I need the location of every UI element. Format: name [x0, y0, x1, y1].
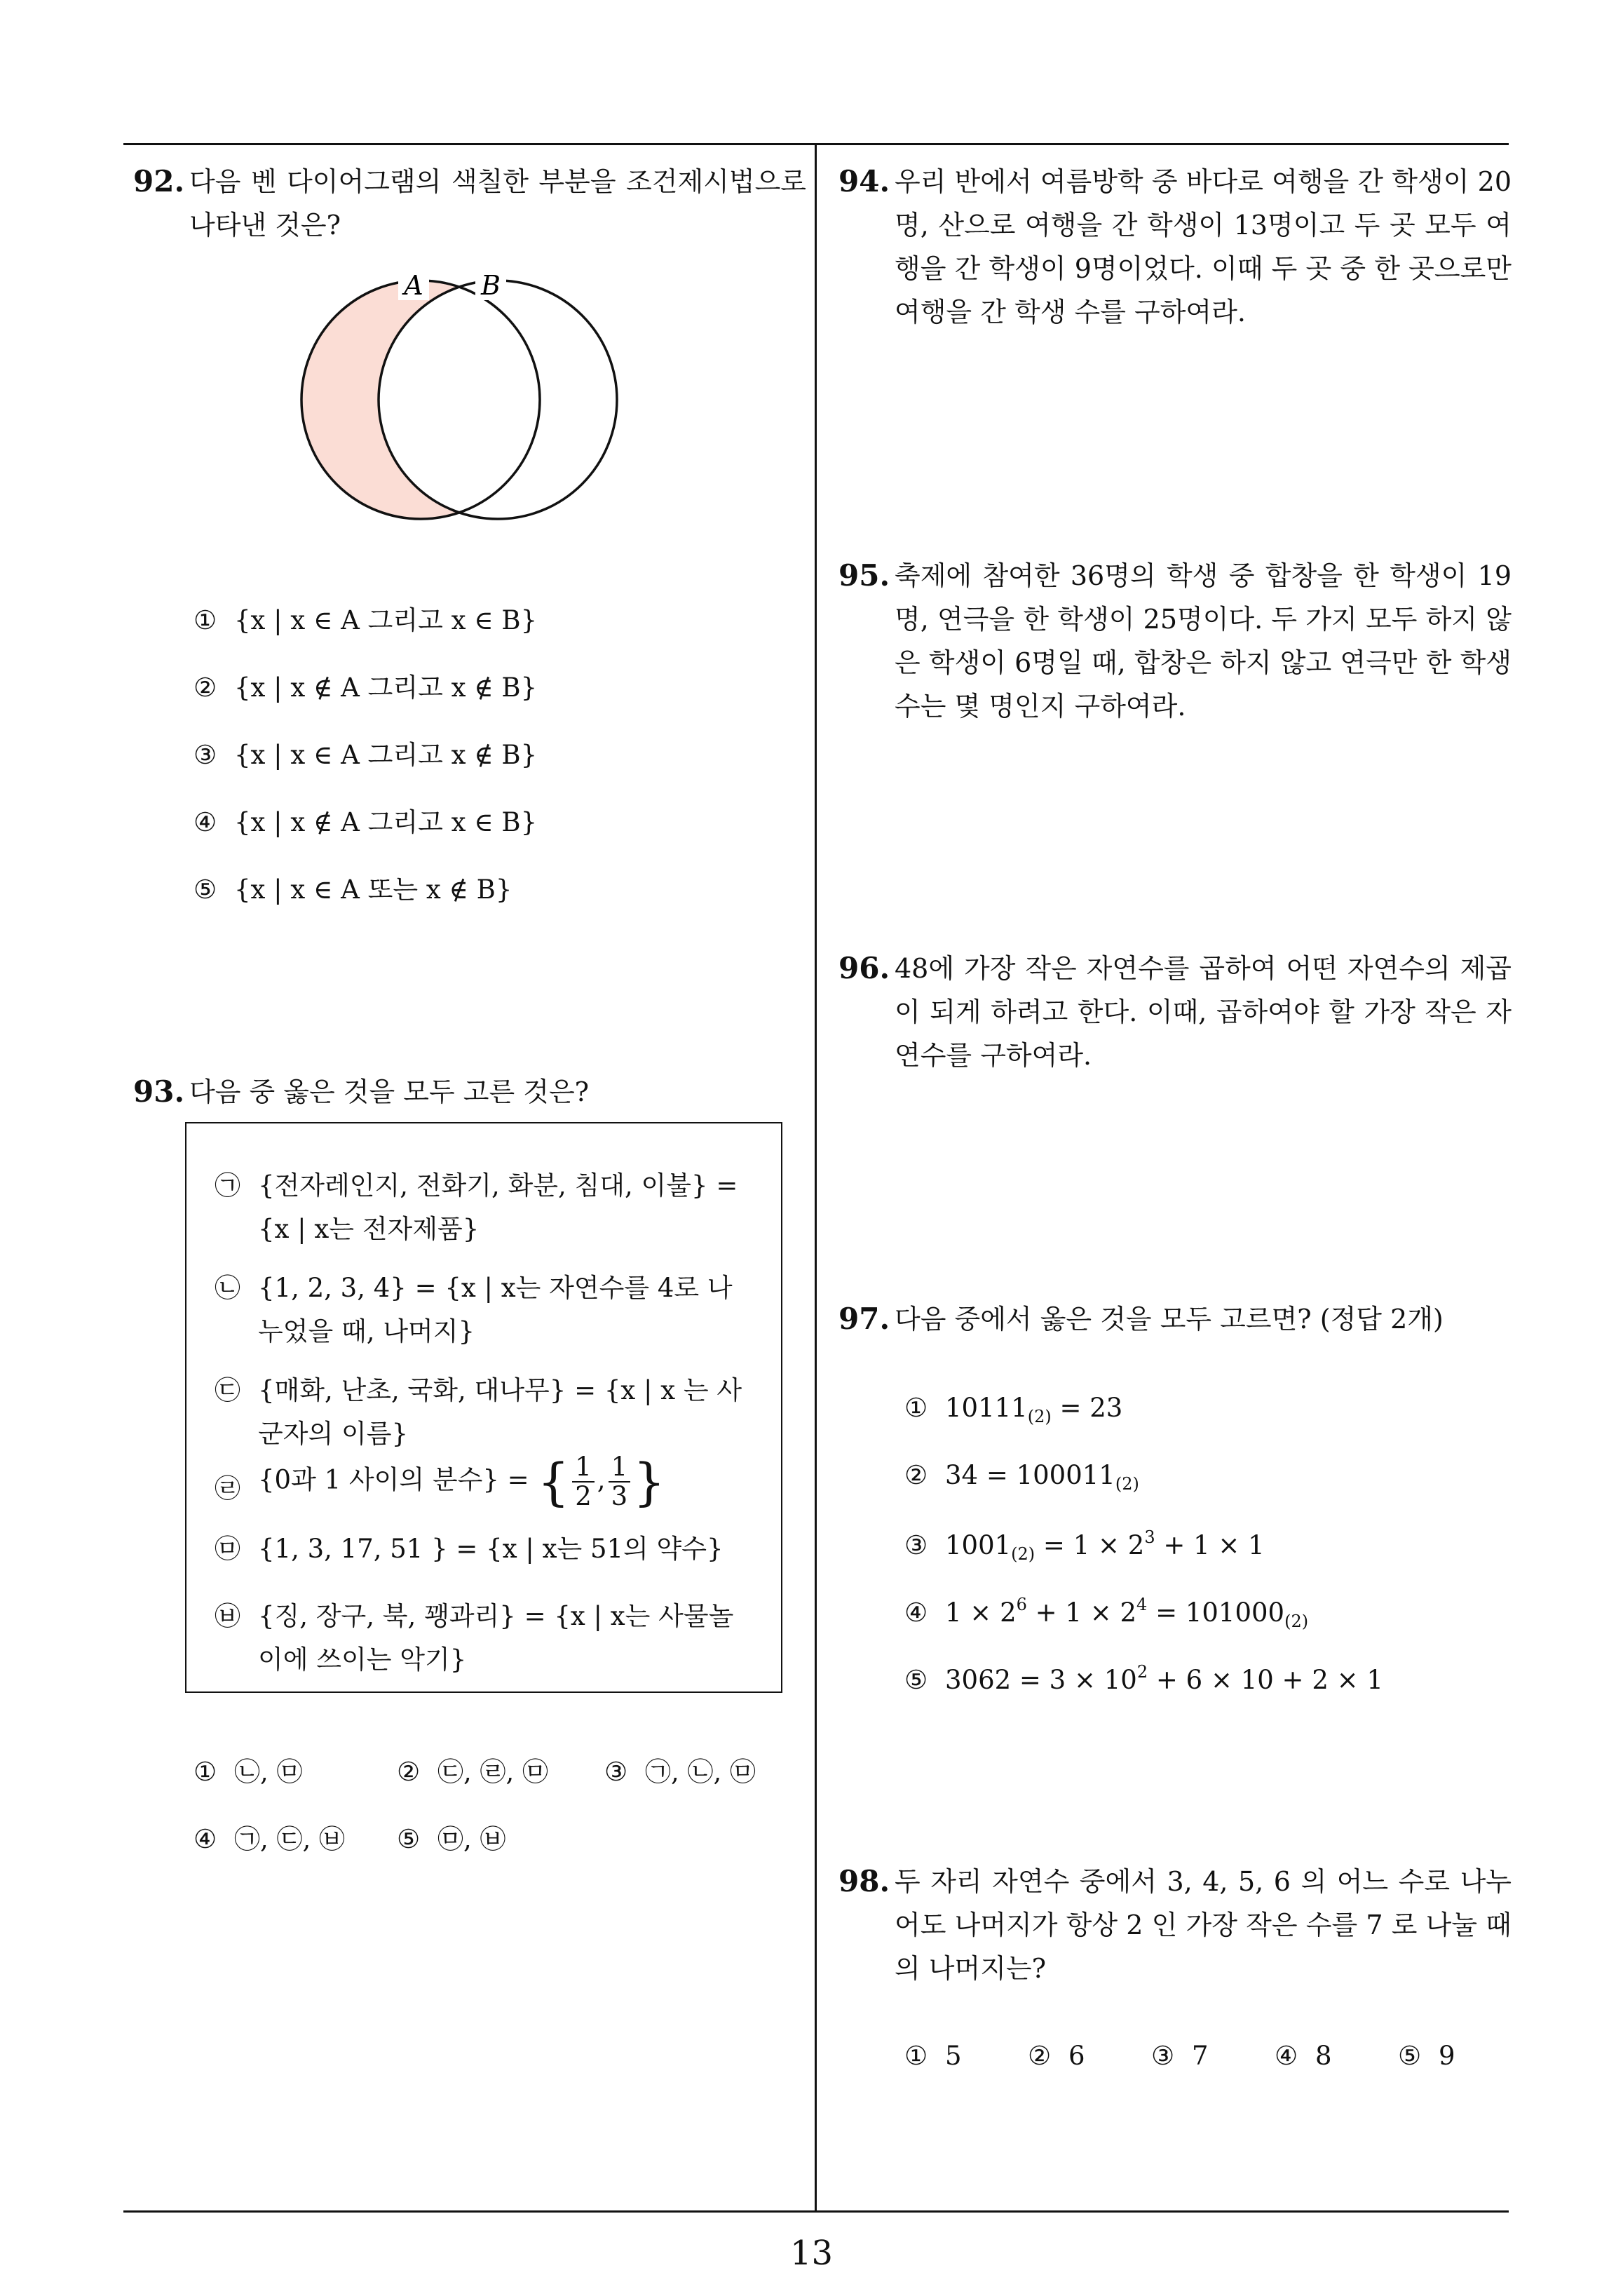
page-number: 13: [789, 2234, 834, 2273]
question-text: 48에 가장 작은 자연수를 곱하여 어떤 자연수의 제곱이 되게 하려고 한다. 이때, 곱하여야 할 가장 작은 자연수를 구하여라.: [895, 953, 1512, 1071]
q92-option-4[interactable]: ④ {x | x ∉ A 그리고 x ∈ B}: [193, 807, 538, 837]
question-number: 95.: [838, 558, 890, 593]
q97-option-3[interactable]: ③ $1001_{(2)} = 1 \times 2^3 + 1 \times 1$: [904, 1527, 1265, 1564]
question-number: 92.: [133, 164, 185, 198]
statement-d: ㉣ {0과 1 사이의 분수} = { $\frac{1}{2}$ , $\frac{1}{3}$ }: [215, 1452, 665, 1511]
statement-b: ㉡ {1, 2, 3, 4} = {x | x는 자연수를 4로 나누었을 때, 나머지}: [215, 1273, 733, 1346]
question-text: 다음 중에서 옳은 것을 모두 고르면? (정답 2개): [895, 1304, 1444, 1335]
question-number: 96.: [838, 951, 890, 985]
q93-option-4[interactable]: ④ ㉠, ㉢, ㉥: [193, 1824, 346, 1854]
venn-diagram: [280, 266, 701, 533]
question-94: [838, 160, 1512, 334]
q97-option-1[interactable]: ① $10111_{(2)} = 23$: [904, 1393, 1123, 1426]
question-text: 우리 반에서 여름방학 중 바다로 여행을 간 학생이 20명, 산으로 여행을 간 학생이 13명이고 두 곳 모두 여행을 간 학생이 9명이었다. 이때 두 곳 중 한 곳으로만 여행을 간 학생 수를 구하여라.: [895, 166, 1512, 327]
q98-option-3[interactable]: ③ 7: [1151, 2041, 1209, 2071]
question-97: [838, 1297, 1512, 1341]
q93-option-5[interactable]: ⑤ ㉤, ㉥: [397, 1824, 506, 1854]
question-text: 축제에 참여한 36명의 학생 중 합창을 한 학생이 19명, 연극을 한 학생이 25명이다. 두 가지 모두 하지 않은 학생이 6명일 때, 합창은 하지 않고 연극만 한 학생 수는 몇 명인지 구하여라.: [895, 560, 1512, 722]
question-number: 93.: [133, 1074, 185, 1109]
q97-option-5[interactable]: ⑤ $3062 = 3 \times 10^2 + 6 \times 10 + 2 \times 1$: [904, 1662, 1383, 1695]
question-96: [838, 947, 1512, 1077]
q98-option-5[interactable]: ⑤ 9: [1398, 2041, 1455, 2071]
question-number: 97.: [838, 1302, 890, 1336]
q97-option-4[interactable]: ④ $1 \times 2^6 + 1 \times 2^4 = 101000_{(2)}$: [904, 1595, 1309, 1631]
q93-statement-box: [185, 1122, 782, 1693]
statement-c: ㉢ {매화, 난초, 국화, 대나무} = {x | x 는 사군자의 이름}: [215, 1375, 742, 1449]
left-brace: {: [537, 1452, 570, 1511]
q98-option-2[interactable]: ② 6: [1028, 2041, 1085, 2071]
question-text: 다음 중 옳은 것을 모두 고른 것은?: [189, 1076, 590, 1107]
question-93: [133, 1070, 806, 1114]
question-number: 94.: [838, 164, 890, 198]
q98-option-4[interactable]: ④ 8: [1275, 2041, 1332, 2071]
statement-e: ㉤ {1, 3, 17, 51 } = {x | x는 51의 약수}: [215, 1534, 724, 1564]
question-92: [133, 160, 806, 247]
q93-option-3[interactable]: ③ ㉠, ㉡, ㉤: [604, 1757, 756, 1787]
right-brace: }: [633, 1452, 665, 1511]
statement-a: ㉠ {전자레인지, 전화기, 화분, 침대, 이불} = {x | x는 전자제품}: [215, 1170, 738, 1244]
q92-option-2[interactable]: ② {x | x ∉ A 그리고 x ∉ B}: [193, 673, 538, 703]
q93-option-2[interactable]: ② ㉢, ㉣, ㉤: [397, 1757, 549, 1787]
question-text: 다음 벤 다이어그램의 색칠한 부분을 조건제시법으로 나타낸 것은?: [189, 166, 806, 241]
column-divider: [815, 144, 817, 2212]
venn-label-b: B: [481, 270, 501, 301]
statement-f: ㉥ {징, 장구, 북, 꽹과리} = {x | x는 사물놀이에 쓰이는 악기}: [215, 1601, 734, 1675]
bottom-rule: [123, 2210, 1509, 2213]
q92-option-3[interactable]: ③ {x | x ∈ A 그리고 x ∉ B}: [193, 740, 538, 770]
question-98: [838, 1860, 1512, 1990]
fraction-one-third: $\frac{1}{3}$: [609, 1453, 631, 1511]
q92-option-1[interactable]: ① {x | x ∈ A 그리고 x ∈ B}: [193, 605, 538, 635]
question-number: 98.: [838, 1864, 890, 1898]
q93-option-1[interactable]: ① ㉡, ㉤: [193, 1757, 303, 1787]
q98-option-1[interactable]: ① 5: [904, 2041, 962, 2071]
venn-label-a: A: [404, 270, 423, 301]
question-95: [838, 554, 1512, 728]
q97-option-2[interactable]: ② $34 = 100011_{(2)}$: [904, 1460, 1139, 1494]
question-text: 두 자리 자연수 중에서 3, 4, 5, 6 의 어느 수로 나누어도 나머지가 항상 2 인 가장 작은 수를 7 로 나눌 때의 나머지는?: [895, 1866, 1512, 1984]
fraction-one-half: $\frac{1}{2}$: [572, 1453, 595, 1511]
q92-option-5[interactable]: ⑤ {x | x ∈ A 또는 x ∉ B}: [193, 874, 512, 905]
